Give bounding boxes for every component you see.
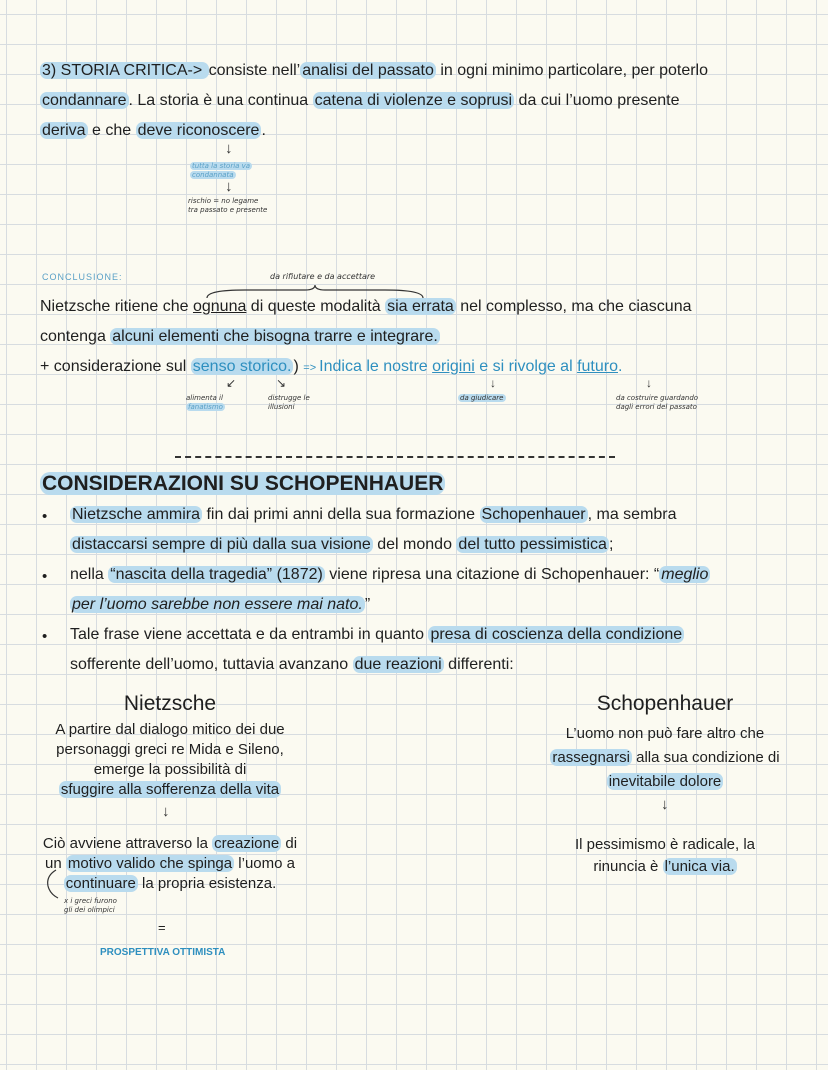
highlight: analisi del passato: [302, 62, 434, 79]
arrow-down-icon: ↓: [225, 178, 233, 195]
text: =>: [303, 362, 320, 374]
text: ”: [364, 596, 371, 613]
highlight: da giudicare: [460, 394, 504, 402]
text: in ogni minimo particolare, per poterlo: [435, 62, 709, 79]
highlight: “nascita della tragedia” (1872): [110, 566, 323, 583]
note-greci: [64, 897, 144, 915]
arrow-down-icon: ↓: [661, 796, 669, 813]
note-text: [186, 403, 256, 412]
text: differenti:: [443, 656, 514, 673]
text: del mondo: [372, 536, 457, 553]
note-text: tra passato e presente: [188, 206, 268, 214]
highlight: deriva: [42, 122, 86, 139]
text: di: [281, 835, 298, 852]
text: , ma sembra: [587, 506, 677, 523]
storia-critica-paragraph: [40, 56, 800, 146]
bullet-3: [70, 620, 810, 680]
nietzsche-block-1: [25, 720, 315, 800]
text: fin dai primi anni della sua formazione: [202, 506, 480, 523]
section-divider: [175, 456, 615, 458]
note-text: rischio = no legame: [188, 197, 259, 205]
highlight: l’unica via.: [664, 858, 735, 875]
text-line: L’uomo non può fare altro che: [565, 725, 765, 742]
highlight: inevitabile dolore: [608, 773, 722, 790]
text-line: [25, 780, 315, 800]
highlight: deve riconoscere: [137, 122, 260, 139]
arrow-down-icon: ↓: [646, 376, 652, 390]
note-text: gli dei olimpici: [64, 906, 115, 914]
note-text: dagli errori del passato: [616, 403, 697, 411]
note-distrugge: [268, 394, 338, 412]
highlight: meglio: [661, 566, 709, 583]
text-line: personaggi greci re Mida e Sileno,: [56, 741, 284, 758]
nietzsche-title: Nietzsche: [123, 692, 217, 715]
bracket-path: [48, 870, 58, 898]
highlight: sia errata: [387, 298, 454, 315]
highlight: presa di coscienza della condizione: [430, 626, 683, 643]
bullet-icon: •: [42, 628, 48, 645]
section-title-text: CONSIDERAZIONI SU SCHOPENHAUER: [42, 472, 444, 495]
text-line: [20, 854, 320, 874]
text-line: A partire dal dialogo mitico dei due: [55, 721, 285, 738]
text-line: [20, 834, 320, 854]
text: .: [261, 122, 266, 139]
note-text: tutta la storia va condannata: [192, 162, 251, 179]
text: Indica le nostre: [319, 358, 433, 375]
highlight: distaccarsi sempre di più dalla sua visione: [72, 536, 371, 553]
text: ;: [608, 536, 614, 553]
text: origini: [432, 358, 475, 375]
text: nel complesso, ma che ciascuna: [455, 298, 692, 315]
text-line: Il pessimismo è radicale, la: [574, 836, 756, 853]
text: Ciò avviene attraverso la: [42, 835, 213, 852]
text: , tuttavia avanzano: [213, 656, 353, 673]
text: la propria esistenza.: [137, 875, 277, 892]
text: e che: [87, 122, 136, 139]
text: Nietzsche ritiene che: [40, 298, 193, 315]
highlight: per l’uomo sarebbe non essere mai nato.: [72, 596, 363, 613]
bullet-1: [70, 500, 800, 560]
text-line: [520, 770, 810, 794]
text: futuro: [577, 358, 618, 375]
brace-note: da rifiutare e da accettare: [270, 272, 376, 281]
arrow-diagonal-icon: ↙: [226, 376, 237, 390]
text: nella: [70, 566, 109, 583]
highlight: due reazioni: [354, 656, 442, 673]
highlight: motivo valido che spinga: [67, 855, 233, 872]
text: e si rivolge al: [474, 358, 578, 375]
text-line: [520, 746, 810, 770]
note-giudicare: [458, 394, 538, 403]
text: di queste modalità: [246, 298, 386, 315]
text: . La storia è una continua: [128, 92, 313, 109]
text: ): [293, 358, 299, 375]
text: alla sua condizione di: [631, 749, 780, 766]
text: Tale frase viene accettata e da entrambi in quanto: [70, 626, 429, 643]
note-text: x i greci furono: [64, 897, 117, 905]
note-text: alimenta il: [186, 394, 223, 402]
highlight: alcuni elementi che bisogna trarre e integrare.: [112, 328, 438, 345]
text: rinuncia è: [593, 858, 663, 875]
note-text: distrugge le: [268, 394, 310, 402]
note-rischio: [188, 197, 298, 215]
text: viene ripresa una citazione di Schopenhauer: “: [324, 566, 660, 583]
note-costruire: [616, 394, 746, 412]
bullet-icon: •: [42, 508, 48, 525]
text: l’uomo a: [234, 855, 295, 872]
arrow-diagonal-icon: ↘: [276, 376, 287, 390]
highlight: Schopenhauer: [481, 506, 586, 523]
section-title: [40, 472, 445, 496]
text-line: [20, 874, 320, 894]
highlight: creazione: [214, 835, 280, 852]
nietzsche-block-2: [20, 834, 320, 894]
conclusione-paragraph: [40, 292, 810, 383]
text: ognuna: [192, 298, 247, 315]
text: + considerazione sul: [40, 358, 191, 375]
text: contenga: [40, 328, 111, 345]
arrow-down-icon: ↓: [225, 140, 233, 157]
prospettiva-ottimista: PROSPETTIVA OTTIMISTA: [100, 947, 226, 958]
text-line: emerge la possibilità di: [93, 761, 247, 778]
bracket-icon: [44, 868, 60, 902]
highlight: del tutto pessimistica: [458, 536, 607, 553]
storia-critica-lead: 3) STORIA CRITICA->: [42, 62, 207, 79]
text: sofferente dell’uomo: [70, 656, 214, 673]
conclusione-label: CONCLUSIONE:: [42, 272, 123, 282]
highlight: sfuggire alla sofferenza della vita: [60, 781, 280, 798]
bullet-icon: •: [42, 568, 48, 585]
highlight: rassegnarsi: [552, 749, 630, 766]
bullet-2: [70, 560, 810, 620]
equals-sign: =: [158, 920, 166, 935]
note-text: da costruire guardando: [616, 394, 699, 402]
highlight: fanatismo: [188, 403, 223, 411]
text: consiste nell’: [208, 62, 301, 79]
text: da cui l’uomo presente: [514, 92, 680, 109]
arrow-down-icon: ↓: [162, 803, 170, 820]
schopenhauer-title: Schopenhauer: [596, 692, 734, 715]
note-alimenta: [186, 394, 256, 412]
highlight: catena di violenze e soprusi: [314, 92, 513, 109]
text: .: [618, 358, 623, 375]
highlight: senso storico.: [192, 358, 292, 375]
highlight: continuare: [65, 875, 136, 892]
schopenhauer-block-1: [520, 722, 810, 794]
text: un: [45, 855, 66, 872]
text-line: [520, 856, 810, 878]
note-text: illusioni: [268, 403, 295, 411]
schopenhauer-block-2: [520, 834, 810, 878]
highlight: condannare: [42, 92, 127, 109]
highlight: Nietzsche ammira: [72, 506, 201, 523]
arrow-down-icon: ↓: [490, 376, 496, 390]
